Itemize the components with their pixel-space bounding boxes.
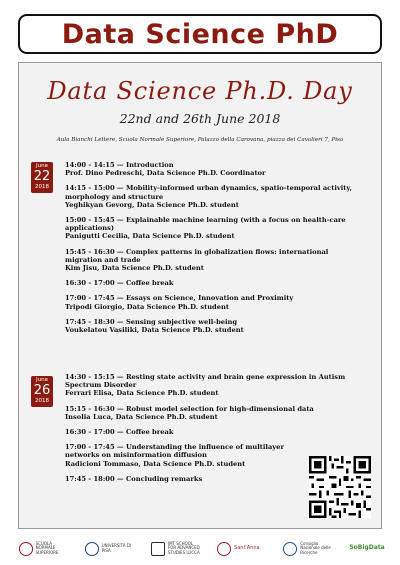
qr-code[interactable] <box>309 456 371 518</box>
badge-year: 2018 <box>35 398 49 404</box>
header-banner <box>18 14 382 54</box>
logo-santanna <box>217 542 266 556</box>
session-title: 16:30 - 17:00 — Coffee break <box>65 279 174 288</box>
logo-label: UNIVERSITÀ DI PISA <box>101 542 131 553</box>
schedule-item <box>65 405 367 421</box>
logo-label: SCUOLA NORMALE SUPERIORE <box>35 540 59 555</box>
schedule-item <box>65 294 367 310</box>
logo-label: SoBigData <box>349 544 385 552</box>
badge-year: 2018 <box>35 184 49 190</box>
logo-label: Sant'Anna <box>234 545 260 552</box>
event-title: Data Science Ph.D. Day <box>47 77 353 105</box>
session-title: 15:45 - 16:30 — Complex patterns in globalization flows: international migration and trade <box>65 247 329 264</box>
santanna-icon <box>217 542 231 556</box>
schedule-item <box>65 428 367 436</box>
crest-icon <box>19 542 33 556</box>
logo-cnr <box>283 542 332 556</box>
session-title: 17:00 - 17:45 — Understanding the influence of multilayer networks on misinformation diffusion <box>65 443 284 460</box>
schedule-item <box>65 161 367 177</box>
session-speaker: Voukelatou Vasiliki, Data Science Ph.D. student <box>65 326 244 335</box>
badge-day: 26 <box>33 383 51 398</box>
badge-month: June <box>36 377 48 383</box>
imt-icon <box>151 542 165 556</box>
badge-day: 22 <box>33 169 51 184</box>
schedule-item <box>65 216 367 241</box>
session-title: 16:30 - 17:00 — Coffee break <box>65 428 174 437</box>
badge-month: June <box>36 163 48 169</box>
logo-sns <box>19 542 68 556</box>
schedule-item <box>65 373 367 398</box>
schedule-item <box>65 279 367 287</box>
session-speaker: Yeghikyan Gevorg, Data Science Ph.D. student <box>65 200 239 209</box>
session-title: 17:00 - 17:45 — Essays on Science, Innovation and Proximity <box>65 294 294 303</box>
session-speaker: Kim Jisu, Data Science Ph.D. student <box>65 264 204 273</box>
session-speaker: Insolia Luca, Data Science Ph.D. student <box>65 412 218 421</box>
session-speaker: Prof. Dino Pedreschi, Data Science Ph.D. Coordinator <box>65 169 266 178</box>
schedule-item <box>65 318 367 334</box>
session-title: 17:45 - 18:30 — Sensing subjective well-being <box>65 317 238 326</box>
date-badge-day2 <box>31 376 53 407</box>
session-title: 14:15 - 15:00 — Mobility-informed urban dynamics, spatio-temporal activity, morphology and structure <box>65 184 352 201</box>
event-location: Aula Bianchi Lettere, Scuola Normale Superiore, Palazzo della Carovana, piazza dei Cavalieri 7, Pisa <box>56 137 344 143</box>
schedule-item <box>65 184 367 209</box>
event-panel <box>18 62 382 529</box>
session-speaker: Tripodi Giorgio, Data Science Ph.D. student <box>65 302 229 311</box>
session-title: 17:45 - 18:00 — Concluding remarks <box>65 474 203 483</box>
logo-label: Consiglio Nazionale delle Ricerche <box>300 540 331 555</box>
session-title: 15:00 - 15:45 — Explainable machine learning (with a focus on health-care applications) <box>65 216 346 233</box>
date-badge-day1 <box>31 162 53 193</box>
schedule-item <box>65 248 367 273</box>
session-title: 14:00 - 14:15 — Introduction <box>65 161 174 169</box>
session-speaker: Panigutti Cecilia, Data Science Ph.D. student <box>65 232 235 241</box>
logo-imt <box>151 542 200 556</box>
partner-logos <box>0 532 400 565</box>
event-dates: 22nd and 26th June 2018 <box>119 111 281 126</box>
seal-icon <box>85 542 99 556</box>
header-title: Data Science PhD <box>61 18 339 50</box>
schedule-day1 <box>65 161 367 341</box>
session-title: 14:30 - 15:15 — Resting state activity and brain gene expression in Autism Spectrum Disorder <box>65 373 346 390</box>
logo-unipi <box>85 542 134 556</box>
cnr-icon <box>283 542 297 556</box>
session-speaker: Radicioni Tommaso, Data Science Ph.D. student <box>65 459 246 468</box>
session-title: 15:15 - 16:30 — Robust model selection for high-dimensional data <box>65 404 314 413</box>
session-speaker: Ferrari Elisa, Data Science Ph.D. student <box>65 389 219 398</box>
logo-label: IMT SCHOOL FOR ADVANCED STUDIES LUCCA <box>167 540 200 555</box>
logo-sobigdata <box>349 544 385 552</box>
